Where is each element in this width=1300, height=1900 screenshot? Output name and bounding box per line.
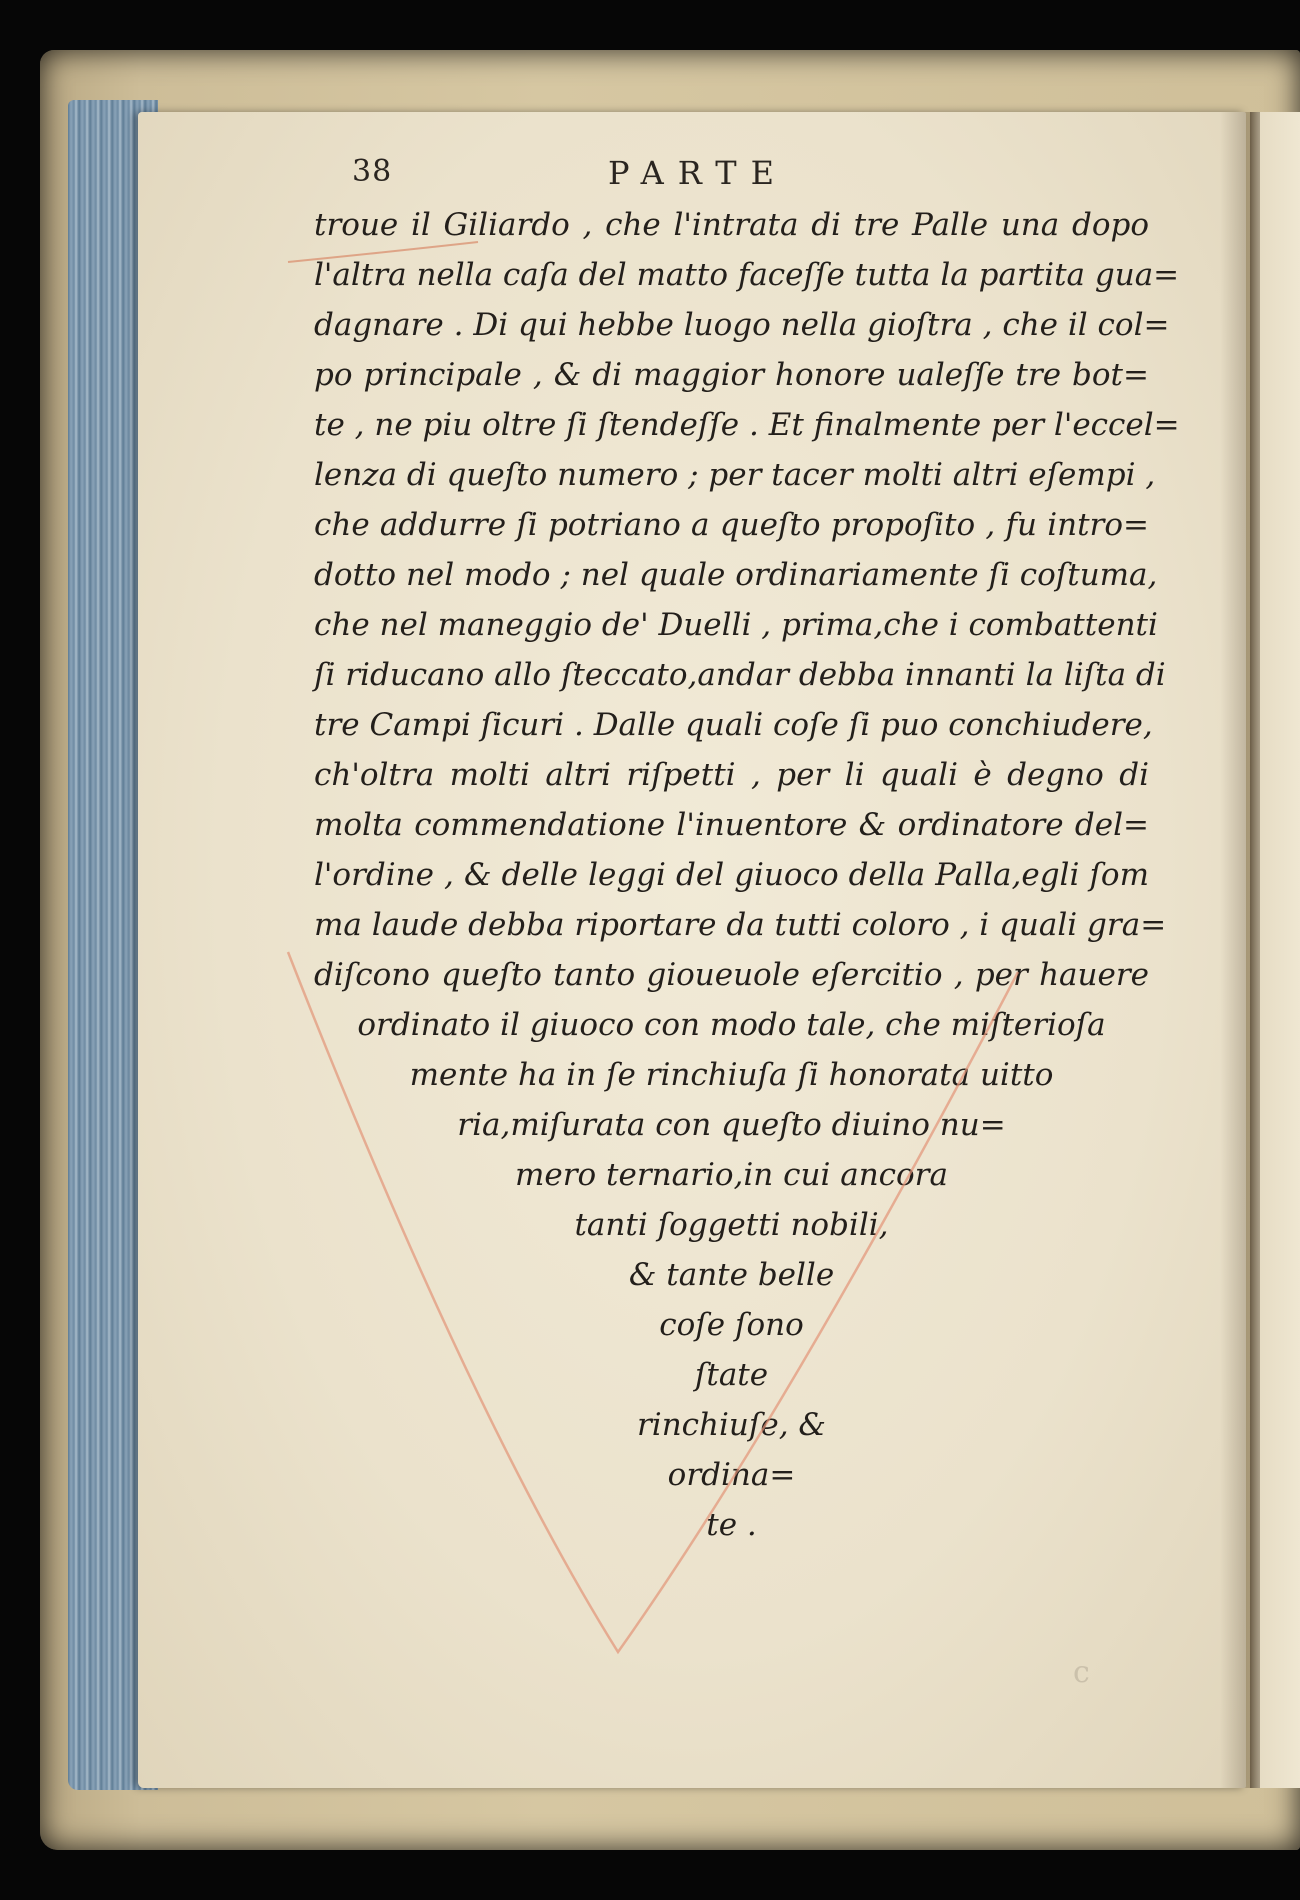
spine-shadow bbox=[1220, 112, 1260, 1788]
tail-line: te . bbox=[706, 1507, 757, 1543]
text-line: molta commendatione l'inuentore & ordinatore del= bbox=[314, 807, 1149, 843]
text-line: l'altra nella caſa del matto faceſſe tutta la partita gua= bbox=[314, 257, 1180, 293]
text-line: dagnare . Di qui hebbe luogo nella gioſtra , che il col= bbox=[314, 307, 1170, 343]
tail-line: ordinato il giuoco con modo tale, che miſterioſa bbox=[357, 1007, 1106, 1043]
text-line: che addurre ſi potriano a queſto propoſito , fu intro= bbox=[314, 507, 1149, 543]
tail-line: & tante belle bbox=[628, 1257, 835, 1293]
book-page bbox=[138, 112, 1246, 1788]
text-line: diſcono queſto tanto gioueuole eſercitio , per hauere bbox=[314, 957, 1149, 993]
page-header bbox=[138, 154, 1246, 204]
running-head: PARTE bbox=[608, 154, 788, 192]
text-line: po principale , & di maggior honore ualeſſe tre bot= bbox=[314, 357, 1149, 393]
text-line: tre Campi ſicuri . Dalle quali coſe ſi puo conchiudere, bbox=[314, 707, 1153, 743]
text-line: te , ne piu oltre ſi ſtendeſſe . Et finalmente per l'eccel= bbox=[314, 407, 1180, 443]
tail-line: tanti ſoggetti nobili, bbox=[574, 1207, 889, 1243]
tail-line: ordina= bbox=[667, 1457, 796, 1493]
tail-line: ſtate bbox=[694, 1357, 769, 1393]
text-line: lenza di queſto numero ; per tacer molti altri eſempi , bbox=[314, 457, 1156, 493]
text-block bbox=[314, 200, 1180, 1550]
text-line: troue il Giliardo , che l'intrata di tre Palle una dopo bbox=[314, 207, 1149, 243]
text-line: l'ordine , & delle leggi del giuoco della Palla,egli ſom bbox=[314, 857, 1149, 893]
text-line: ma laude debba riportare da tutti coloro , i quali gra= bbox=[314, 907, 1167, 943]
tail-line: rinchiuſe, & bbox=[636, 1407, 827, 1443]
tail-line: mero ternario,in cui ancora bbox=[514, 1157, 948, 1193]
text-line: dotto nel modo ; nel quale ordinariamente ſi coſtuma, bbox=[314, 557, 1158, 593]
text-line: che nel maneggio de' Duelli , prima,che i combattenti bbox=[314, 607, 1158, 643]
text-line: ch'oltra molti altri riſpetti , per li quali è degno di bbox=[314, 757, 1149, 793]
faint-signature-mark: c bbox=[1073, 1655, 1090, 1690]
text-line: ſi riducano allo ſteccato,andar debba innanti la liſta di bbox=[314, 657, 1166, 693]
tail-line: mente ha in ſe rinchiuſa ſi honorata uitto bbox=[409, 1057, 1054, 1093]
tail-line: coſe ſono bbox=[659, 1307, 804, 1343]
tail-line: ria,miſurata con queſto diuino nu= bbox=[457, 1107, 1006, 1143]
page-number: 38 bbox=[352, 154, 393, 189]
